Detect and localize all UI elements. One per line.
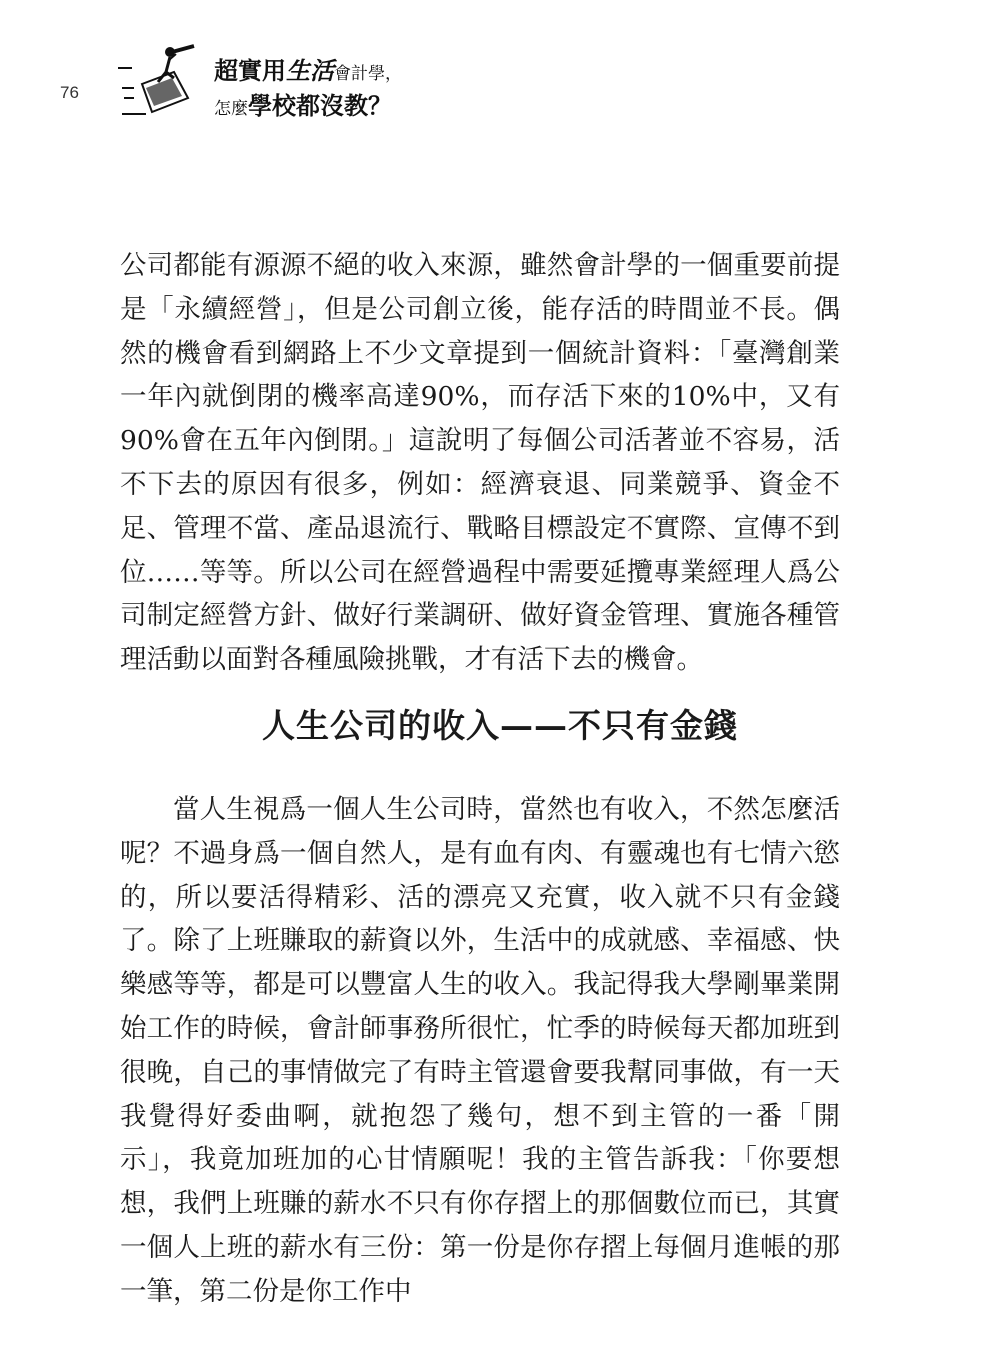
section-heading: 人生公司的收入——不只有金錢: [262, 706, 738, 745]
body-paragraph: 公司都能有源源不絕的收入來源，雖然會計學的一個重要前提是「永續經營」，但是公司創立後，能存活的時間並不長。偶然的機會看到網路上不少文章提到一個統計資料：「臺灣創業一年內就倒閉的機率高達90%，而存活下來的10%中，又有90%會在五年內倒閉。」這說明了每個公司活著並不容易，活不下去的原因有很多，例如：經濟衰退、同業競爭、資金不足、管理不當、產品退流行、戰略目標設定不實際、宣傳不到位……等等。所以公司在經營過程中需要延攬專業經理人爲公司制定經營方針、做好行業調研、做好資金管理、實施各種管理活動以面對各種風險挑戰，才有活下去的機會。: [120, 250, 840, 676]
book-title-part: 超實用: [214, 57, 286, 85]
book-title-line1: [214, 55, 402, 90]
body-paragraph: 當人生視爲一個人生公司時，當然也有收入，不然怎麼活呢？不過身爲一個自然人，是有血有肉、有靈魂也有七情六慾的，所以要活得精彩、活的漂亮又充實，收入就不只有金錢了。除了上班賺取的薪資以外，生活中的成就感、幸福感、快樂感等等，都是可以豐富人生的收入。我記得我大學剛畢業開始工作的時候，會計師事務所很忙，忙季的時候每天都加班到很晚，自己的事情做完了有時主管還會要我幫同事做，有一天我覺得好委曲啊，就抱怨了幾句，想不到主管的一番「開示」，我竟加班加的心甘情願呢！我的主管告訴我：「你要想想，我們上班賺的薪水不只有你存摺上的那個數位而已，其實一個人上班的薪水有三份：第一份是你存摺上每個月進帳的那一筆，第二份是你工作中: [120, 794, 840, 1307]
book-title-line2: [214, 90, 402, 125]
book-title-part: 會計學，: [334, 64, 402, 84]
body-paragraph-block: [120, 788, 840, 1314]
page-number: 76: [60, 83, 79, 102]
book-title-part: 學校都沒教？: [248, 92, 392, 120]
book-title-part: 怎麼: [214, 99, 248, 119]
body-paragraph-block: [120, 244, 840, 682]
book-title-part: 生活: [286, 57, 334, 85]
book-title: [214, 55, 402, 125]
man-with-telescope-on-box-icon: [112, 38, 212, 122]
